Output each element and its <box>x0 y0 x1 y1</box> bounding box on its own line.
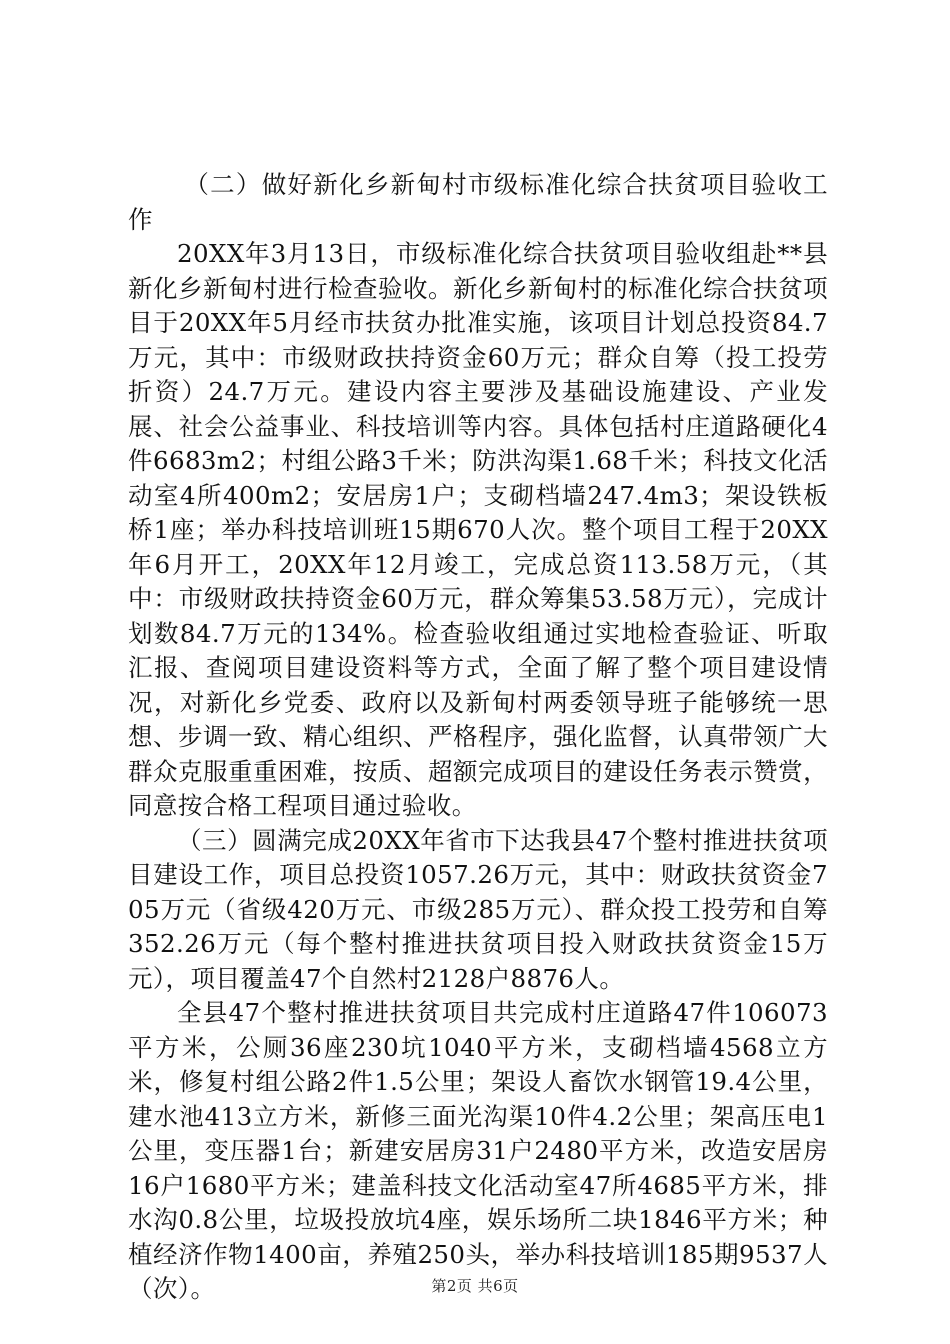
page-number-footer: 第2页 共6页 <box>431 1277 519 1295</box>
body-paragraph-acceptance: 20XX年3月13日，市级标准化综合扶贫项目验收组赴**县新化乡新甸村进行检查验收。新化乡新甸村的标准化综合扶贫项目于20XX年5月经市扶贫办批准实施，该项目计划总投资84.7万元，其中：市级财政扶持资金60万元；群众自筹（投工投劳折资）24.7万元。建设内容主要涉及基础设施建设、产业发展、社会公益事业、科技培训等内容。具体包括村庄道路硬化4件6683m2；村组公路3千米；防洪沟渠1.68千米；科技文化活动室4所400m2；安居房1户；支砌档墙247.4m3；架设铁板桥1座；举办科技培训班15期670人次。整个项目工程于20XX年6月开工，20XX年12月竣工，完成总资113.58万元，（其中：市级财政扶持资金60万元，群众筹集53.58万元），完成计划数84.7万元的134%。检查验收组通过实地检查验证、听取汇报、查阅项目建设资料等方式，全面了解了整个项目建设情况，对新化乡党委、政府以及新甸村两委领导班子能够统一思想、步调一致、精心组织、严格程序，强化监督，认真带领广大群众克服重重困难，按质、超额完成项目的建设任务表示赞赏，同意按合格工程项目通过验收。 <box>128 239 828 820</box>
document-body <box>128 168 828 1307</box>
body-paragraph-county-projects: 全县47个整村推进扶贫项目共完成村庄道路47件106073平方米，公厕36座230坑1040平方米，支砌档墙4568立方米，修复村组公路2件1.5公里；架设人畜饮水钢管19.4公里，建水池413立方米，新修三面光沟渠10件4.2公里；架高压电1公里，变压器1台；新建安居房31户2480平方米，改造安居房16户1680平方米；建盖科技文化活动室47所4685平方米，排水沟0.8公里，垃圾投放坑4座，娱乐场所二块1846平方米；种植经济作物1400亩，养殖250头，举办科技培训185期9537人（次）。 <box>128 998 828 1303</box>
section-heading-2: （二）做好新化乡新甸村市级标准化综合扶贫项目验收工作 <box>128 170 828 234</box>
section-heading-3: （三）圆满完成20XX年省市下达我县47个整村推进扶贫项目建设工作，项目总投资1057.26万元，其中：财政扶贫资金705万元（省级420万元、市级285万元）、群众投工投劳和自筹352.26万元（每个整村推进扶贫项目投入财政扶贫资金15万元），项目覆盖47个自然村2128户8876人。 <box>128 825 828 993</box>
